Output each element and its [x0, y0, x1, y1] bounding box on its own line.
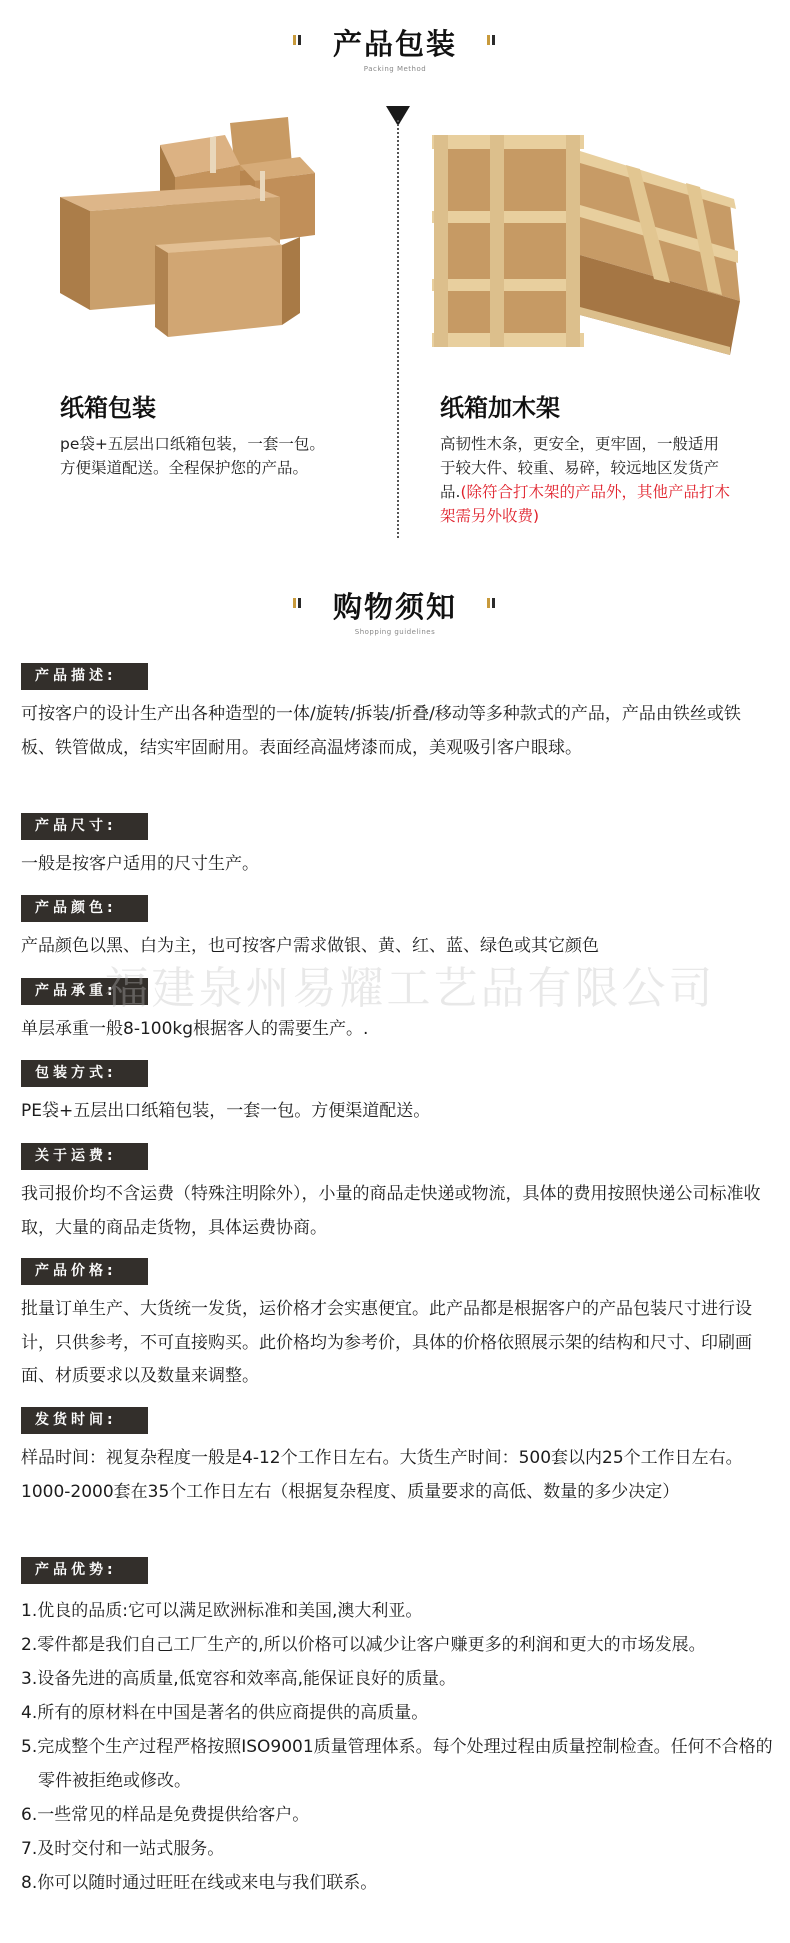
shipping-fee-text: 我司报价均不含运费（特殊注明除外），小量的商品走快递或物流，具体的费用按照快递公司标准收取，大量的商品走货物，具体运费协商。	[21, 1184, 761, 1238]
packing-section-title	[0, 22, 790, 73]
packing-subtitle: Packing Method	[363, 65, 427, 73]
advantage-item: 6.一些常见的样品是免费提供给客户。	[21, 1805, 310, 1825]
advantage-item: 8.你可以随时通过旺旺在线或来电与我们联系。	[21, 1873, 378, 1893]
tag-packing: 包装方式:	[21, 1060, 148, 1087]
packing-text: PE袋+五层出口纸箱包装，一套一包。方便渠道配送。	[21, 1101, 431, 1121]
advantages-list	[21, 1594, 781, 1900]
wooden-crate-image	[430, 115, 760, 355]
vertical-divider	[397, 120, 399, 538]
tag-delivery-time: 发货时间:	[21, 1407, 148, 1434]
price-text: 批量订单生产、大货统一发货，运价格才会实惠便宜。此产品都是根据客户的产品包装尺寸进行设计，只供参考，不可直接购买。此价格均为参考价，具体的价格依照展示架的结构和尺寸、印刷画面、材质要求以及数量来调整。	[21, 1299, 752, 1386]
guide-title: 购物须知	[332, 590, 457, 624]
crate-desc-note: (除符合打木架的产品外，其他产品打木架需另外收费)	[440, 483, 730, 525]
advantage-item: 7.及时交付和一站式服务。	[21, 1839, 225, 1859]
carton-title: 纸箱包装	[60, 394, 156, 422]
ornament-right-icon	[487, 35, 497, 45]
size-text: 一般是按客户适用的尺寸生产。	[21, 854, 259, 874]
advantage-item: 5.完成整个生产过程严格按照ISO9001质量管理体系。每个处理过程由质量控制检查。任何不合格的零件被拒绝或修改。	[21, 1737, 773, 1791]
load-text: 单层承重一般8-100kg根据客人的需要生产。.	[21, 1019, 369, 1039]
crate-description	[440, 432, 730, 528]
tag-price: 产品价格:	[21, 1258, 148, 1285]
crate-title: 纸箱加木架	[440, 394, 560, 422]
tag-size: 产品尺寸:	[21, 813, 148, 840]
advantage-item: 2.零件都是我们自己工厂生产的,所以价格可以减少让客户赚更多的利润和更大的市场发展。	[21, 1635, 706, 1655]
company-watermark: 福建泉州易耀工艺品有限公司	[104, 963, 716, 1014]
carton-description	[60, 432, 380, 480]
crate-desc-normal: 高韧性木条，更安全，更牢固，一般适用于较大件、较重、易碎，较远地区发货产品.	[440, 435, 720, 501]
ornament-right-icon	[487, 598, 497, 608]
ornament-left-icon	[293, 598, 303, 608]
carton-desc-line: pe袋+五层出口纸箱包装，一套一包。	[60, 435, 325, 453]
tag-advantages: 产品优势:	[21, 1557, 148, 1584]
tag-load: 产品承重:	[21, 978, 148, 1005]
tag-description: 产品描述:	[21, 663, 148, 690]
advantage-item: 1.优良的品质:它可以满足欧洲标准和美国,澳大利亚。	[21, 1601, 423, 1621]
tag-shipping-fee: 关于运费:	[21, 1143, 148, 1170]
ornament-left-icon	[293, 35, 303, 45]
description-text: 可按客户的设计生产出各种造型的一体/旋转/拆装/折叠/移动等多种款式的产品，产品由铁丝或铁板、铁管做成，结实牢固耐用。表面经高温烤漆而成，美观吸引客户眼球。	[21, 704, 741, 758]
packing-title: 产品包装	[332, 27, 457, 61]
carton-box-image	[60, 115, 360, 355]
color-text: 产品颜色以黑、白为主，也可按客户需求做银、黄、红、蓝、绿色或其它颜色	[21, 936, 599, 956]
advantage-item: 3.设备先进的高质量,低宽容和效率高,能保证良好的质量。	[21, 1669, 457, 1689]
tag-color: 产品颜色:	[21, 895, 148, 922]
carton-desc-line: 方便渠道配送。全程保护您的产品。	[60, 459, 309, 477]
advantage-item: 4.所有的原材料在中国是著名的供应商提供的高质量。	[21, 1703, 429, 1723]
delivery-time-text: 样品时间：视复杂程度一般是4-12个工作日左右。大货生产时间：500套以内25个工作日左右。1000-2000套在35个工作日左右（根据复杂程度、质量要求的高低、数量的多少决定）	[21, 1448, 743, 1502]
guide-section-title	[0, 585, 790, 636]
guide-subtitle: Shopping guidelines	[354, 628, 436, 636]
